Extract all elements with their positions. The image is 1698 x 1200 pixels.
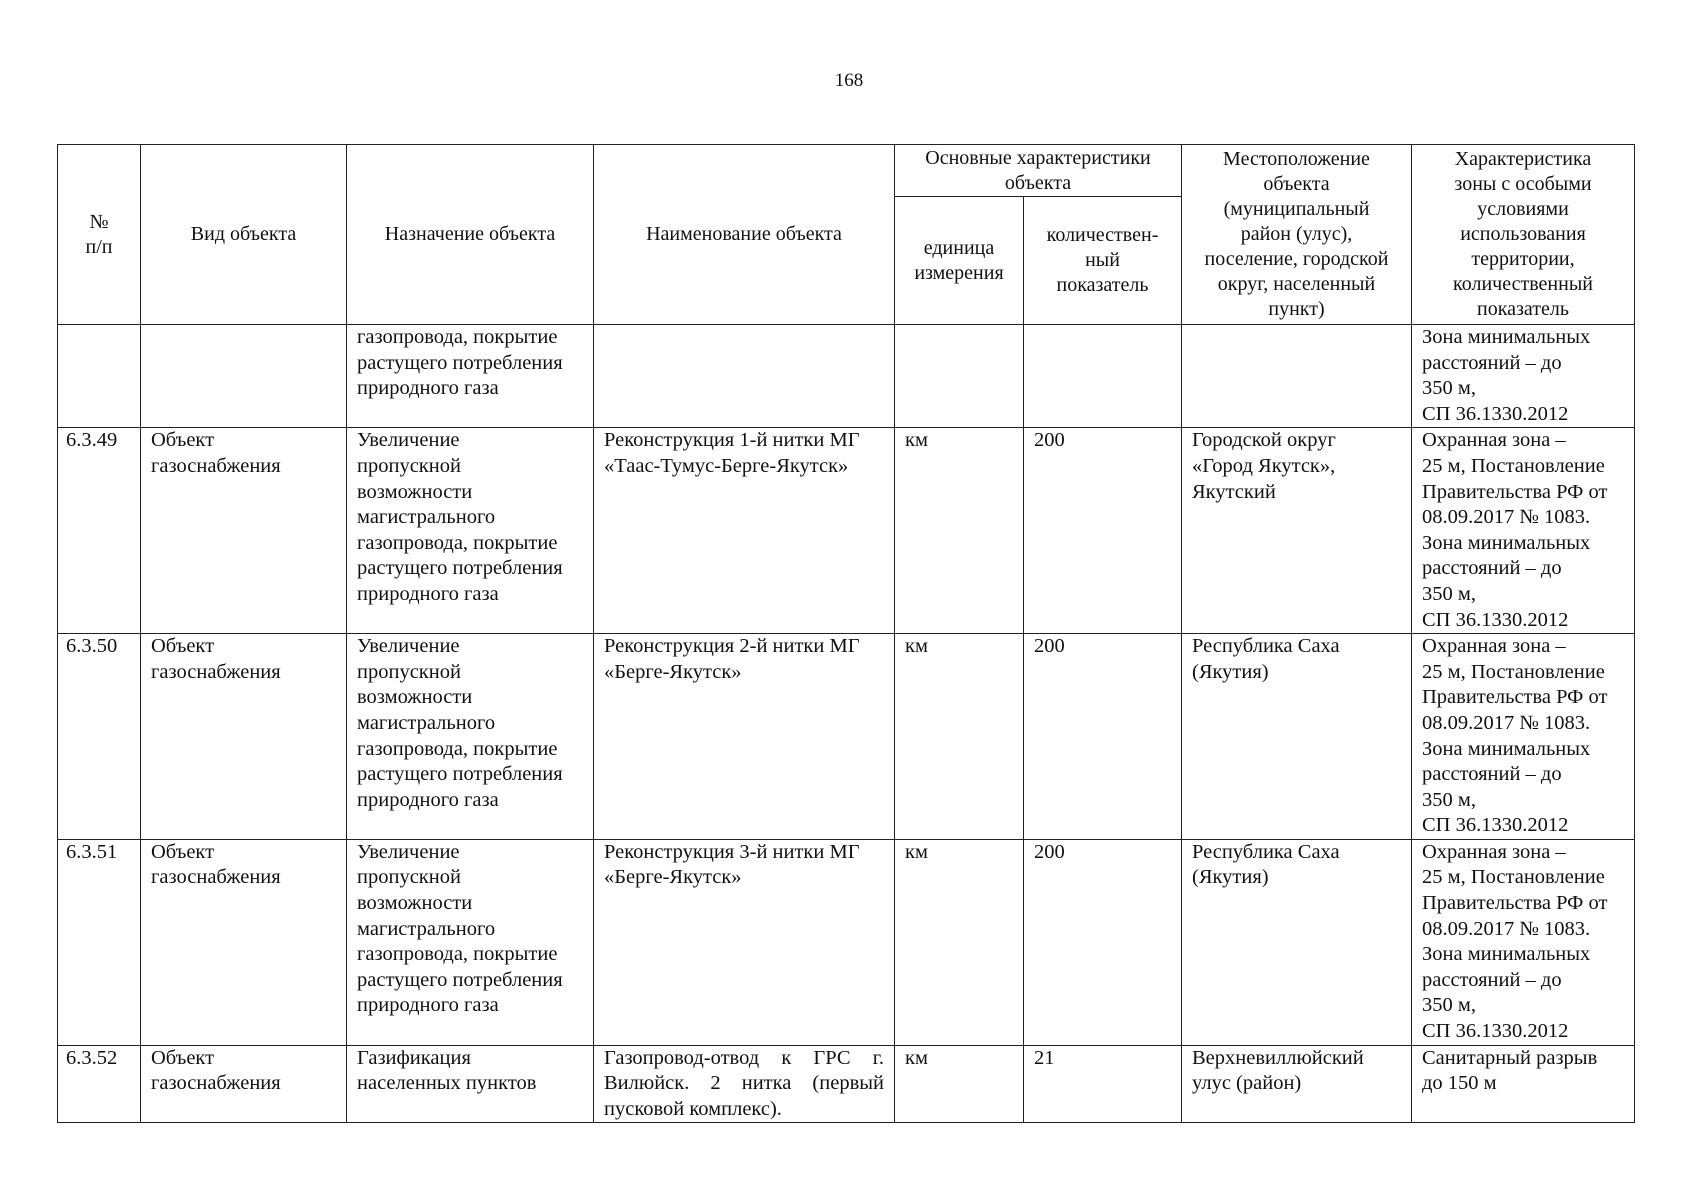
cell-location: Верхневиллюйский улус (район) — [1182, 1045, 1412, 1123]
cell-name: Реконструкция 2-й нитки МГ «Берге-Якутск» — [594, 634, 895, 840]
cell-purpose: Увеличение пропускной возможности магистрального газопровода, покрытие растущего потребления природного газа — [347, 428, 594, 634]
cell-unit: км — [895, 1045, 1024, 1123]
header-zone: Характеристика зоны с особыми условиями использования территории, количественный показатель — [1412, 145, 1635, 325]
cell-num — [58, 325, 141, 428]
cell-location — [1182, 325, 1412, 428]
cell-quantity — [1024, 325, 1182, 428]
cell-zone: Охранная зона – 25 м, Постановление Правительства РФ от 08.09.2017 № 1083. Зона минимальных расстояний – до 350 м, СП 36.1330.2012 — [1412, 839, 1635, 1045]
cell-unit: км — [895, 839, 1024, 1045]
cell-kind: Объект газоснабжения — [141, 1045, 347, 1123]
table-row — [58, 428, 1635, 634]
cell-location: Республика Саха (Якутия) — [1182, 839, 1412, 1045]
cell-kind: Объект газоснабжения — [141, 839, 347, 1045]
cell-zone: Охранная зона – 25 м, Постановление Правительства РФ от 08.09.2017 № 1083. Зона минимальных расстояний – до 350 м, СП 36.1330.2012 — [1412, 634, 1635, 840]
cell-quantity: 200 — [1024, 634, 1182, 840]
cell-unit: км — [895, 428, 1024, 634]
cell-purpose: Увеличение пропускной возможности магистрального газопровода, покрытие растущего потребления природного газа — [347, 634, 594, 840]
cell-location: Республика Саха (Якутия) — [1182, 634, 1412, 840]
header-unit: единица измерения — [895, 197, 1024, 325]
cell-location: Городской округ «Город Якутск», Якутский — [1182, 428, 1412, 634]
cell-kind: Объект газоснабжения — [141, 634, 347, 840]
cell-zone: Охранная зона – 25 м, Постановление Правительства РФ от 08.09.2017 № 1083. Зона минимальных расстояний – до 350 м, СП 36.1330.2012 — [1412, 428, 1635, 634]
cell-num: 6.3.51 — [58, 839, 141, 1045]
table-row — [58, 839, 1635, 1045]
cell-name — [594, 325, 895, 428]
cell-name: Реконструкция 1-й нитки МГ «Таас-Тумус-Берге-Якутск» — [594, 428, 895, 634]
cell-num: 6.3.50 — [58, 634, 141, 840]
table-header — [58, 145, 1635, 325]
cell-name: Газопровод-отвод к ГРС г. Вилюйск. 2 нитка (первый пусковой комплекс). — [594, 1045, 895, 1123]
cell-quantity: 21 — [1024, 1045, 1182, 1123]
cell-purpose: Газификация населенных пунктов — [347, 1045, 594, 1123]
page-number: 168 — [834, 70, 864, 91]
cell-quantity: 200 — [1024, 428, 1182, 634]
objects-table — [57, 144, 1635, 1123]
cell-zone: Санитарный разрыв до 150 м — [1412, 1045, 1635, 1123]
cell-unit — [895, 325, 1024, 428]
table-row — [58, 325, 1635, 428]
header-num: № п/п — [58, 145, 141, 325]
cell-name: Реконструкция 3-й нитки МГ «Берге-Якутск» — [594, 839, 895, 1045]
cell-num: 6.3.49 — [58, 428, 141, 634]
cell-purpose: Увеличение пропускной возможности магистрального газопровода, покрытие растущего потребления природного газа — [347, 839, 594, 1045]
table-row — [58, 1045, 1635, 1123]
header-object-kind: Вид объекта — [141, 145, 347, 325]
header-location: Местоположение объекта (муниципальный район (улус), поселение, городской округ, населенный пункт) — [1182, 145, 1412, 325]
cell-zone: Зона минимальных расстояний – до 350 м, СП 36.1330.2012 — [1412, 325, 1635, 428]
cell-purpose: газопровода, покрытие растущего потребления природного газа — [347, 325, 594, 428]
cell-kind: Объект газоснабжения — [141, 428, 347, 634]
cell-quantity: 200 — [1024, 839, 1182, 1045]
header-object-name: Наименование объекта — [594, 145, 895, 325]
header-quantity: количествен- ный показатель — [1024, 197, 1182, 325]
cell-kind — [141, 325, 347, 428]
cell-unit: км — [895, 634, 1024, 840]
cell-num: 6.3.52 — [58, 1045, 141, 1123]
table-row — [58, 634, 1635, 840]
header-main-characteristics: Основные характеристики объекта — [895, 145, 1182, 197]
header-object-purpose: Назначение объекта — [347, 145, 594, 325]
